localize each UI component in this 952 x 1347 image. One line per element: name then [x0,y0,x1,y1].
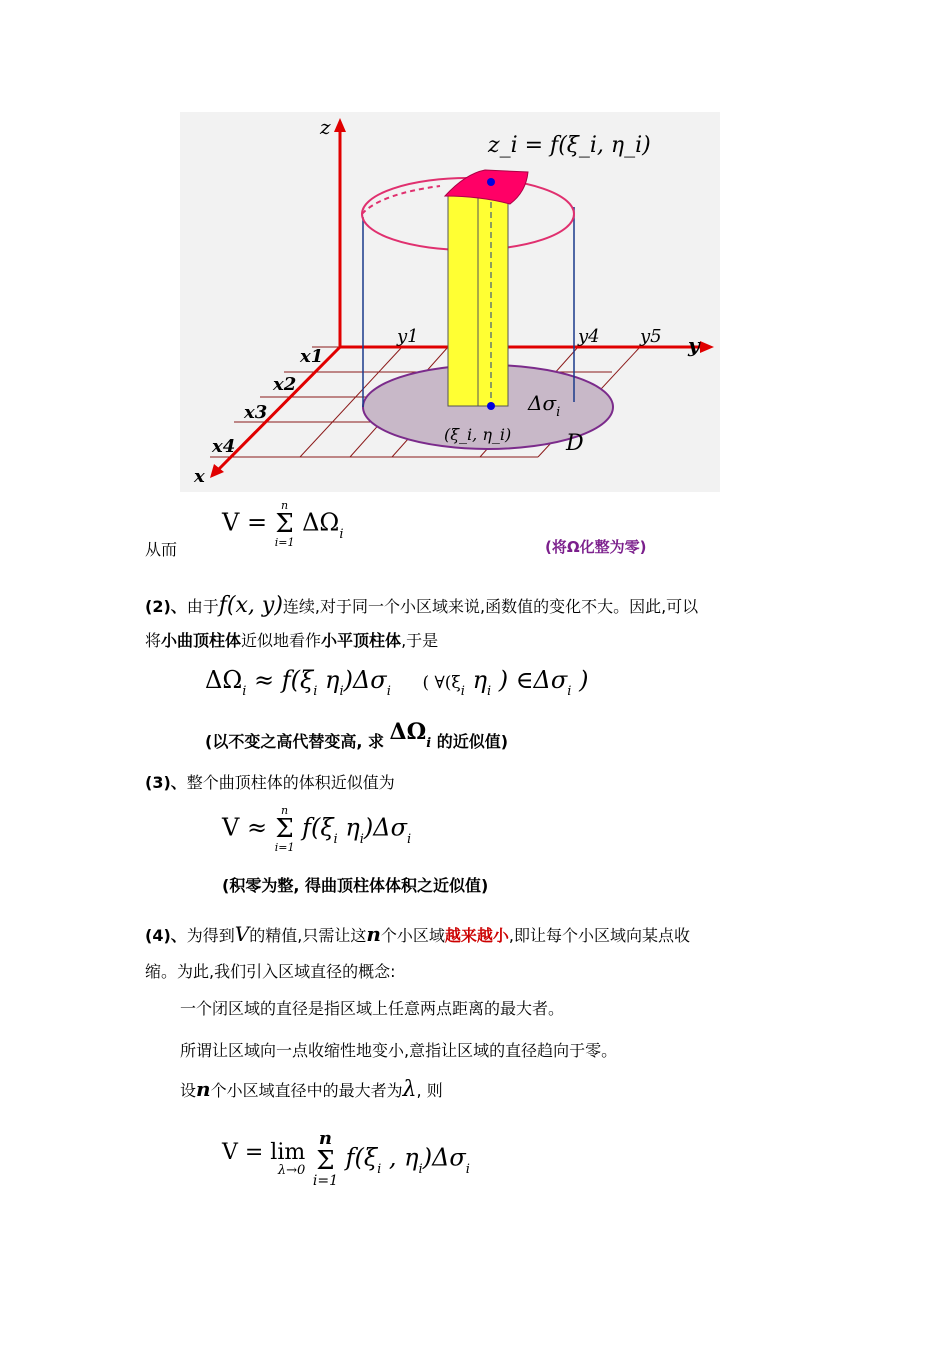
step3-formula: V ≈ n Σ i=1 $f(\xi_i$ $\eta_i)\Delta\sigma_i$ [222,804,412,854]
y1-label: y1 [397,326,419,347]
step3-sum: n Σ i=1 [274,804,295,854]
step1-lhs: V = [222,508,275,537]
step2-text-c2: 近似地看作 [241,631,322,650]
step4-text-a: 为得到 [186,926,235,945]
step2-bold1: 小曲顶柱体 [161,631,242,650]
step4-bold: 越来越小 [444,926,509,945]
step1-lead: 从而 [145,540,178,559]
step2-note [205,719,509,753]
base-point [487,402,495,410]
step1-note: (将Ω化整为零) [545,538,647,556]
step4-lhs: V = lim [222,1139,306,1165]
step2-note-b: 的近似值) [436,732,509,751]
y5-label: y5 [640,326,662,347]
figure-curved-cylinder [180,112,720,492]
step2-text-c1: 将 [145,631,162,650]
step2-text-a: 由于 [186,597,219,616]
top-point [487,178,495,186]
step1-term: ΔΩ [302,508,340,537]
figure-svg [180,112,720,492]
step4-text-d: ,即让每个小区域向某点收 [508,926,690,945]
step4-sum-bottom: i=1 [312,1173,339,1189]
step3-sum-bottom: i=1 [274,841,295,854]
step4-formula: V = lim λ→0 n Σ i=1 $f(\xi_i$ , $\eta_i)\Delta\sigma_i$ [222,1128,470,1189]
step2-line2 [145,628,438,651]
step2-line1 [145,593,698,618]
x-axis-label: x [194,466,205,487]
step2-note-sym: ΔΩ [389,719,427,745]
step2-bold2: 小平顶柱体 [321,631,402,650]
step4-text-c: 个小区域 [380,926,445,945]
step3-lhs: V ≈ [222,813,275,842]
x4-label: x4 [212,436,236,457]
step4-def3-n: n [196,1077,211,1101]
step4-sum: n Σ i=1 [312,1128,339,1189]
y-axis-label: y [688,333,700,357]
top-surface-label: z_i = f(ξ_i, η_i) [488,133,651,158]
step4-n: n [366,922,381,946]
step2-formula: $\Delta\Omega_i \approx f(\xi_i$ $\eta_i)\Delta\sigma_i$ ( $\forall(\xi_i$ $\eta_i$ ) $\in\Delta\sigma_i$ ) [205,666,589,699]
step3-sum-top: n [281,804,289,817]
y4-label: y4 [578,326,600,347]
step2-text-c3: ,于是 [401,631,439,650]
step4-lambda: λ [402,1077,417,1102]
step4-V: V [234,922,250,946]
step4-def3-c: , 则 [416,1081,443,1100]
step4-def1: 一个闭区域的直径是指区域上任意两点距离的最大者。 [180,999,565,1018]
step3-num: (3)、 [145,773,187,792]
step2-condition: ( ∀(ξ [422,673,461,693]
step4-def3-b: 个小区域直径中的最大者为 [210,1081,403,1100]
step4-def2: 所谓让区域向一点收缩性地变小,意指让区域的直径趋向于零。 [180,1041,618,1060]
step2-formula-rest: ≈ f(ξ [246,666,314,694]
point-label: (ξ_i, η_i) [444,425,512,444]
step4-sum-top: n [318,1128,332,1149]
step2-formula-sym: ΔΩ [205,666,243,694]
z-axis-arrow [334,118,346,132]
step4-def3-a: 设 [180,1081,197,1100]
y-axis-arrow [700,341,714,353]
x1-label: x1 [300,346,324,367]
step2-text-b: 连续,对于同一个小区域来说,函数值的变化不大。因此,可以 [282,597,699,616]
x3-label: x3 [244,402,268,423]
step1-term-sub: i [339,526,344,542]
step4-num: (4)、 [145,926,187,945]
step4-line1 [145,922,690,946]
step2-note-sub: i [426,736,432,751]
step4-def3 [180,1077,443,1102]
step3-note: (积零为整, 得曲顶柱体体积之近似值) [222,876,489,895]
step3-line [145,770,395,793]
region-d-label: D [566,431,584,456]
step2-formula-sub: i [242,684,247,699]
step3-text: 整个曲顶柱体的体积近似值为 [186,773,395,792]
delta-sigma-label: $\Delta\sigma_i$ [528,391,561,420]
top-surface-back-dashed [362,186,440,214]
step4-line2: 缩。为此,我们引入区域直径的概念: [145,962,396,981]
step2-func: f(x, y) [218,593,283,618]
step4-lim [222,1139,306,1178]
step4-text-b: 的精值,只需让这 [249,926,367,945]
step4-lim-sub: λ→0 [277,1162,306,1178]
step1-formula [222,500,343,548]
step1-sum: n Σ i=1 [274,499,295,549]
step2-note-a: (以不变之高代替变高, 求 [205,732,384,751]
x2-label: x2 [273,374,297,395]
step2-num: (2)、 [145,597,187,616]
step1-sum-top: n [281,499,289,512]
z-axis-label: z [320,115,331,139]
step1-sum-bottom: i=1 [274,536,295,549]
